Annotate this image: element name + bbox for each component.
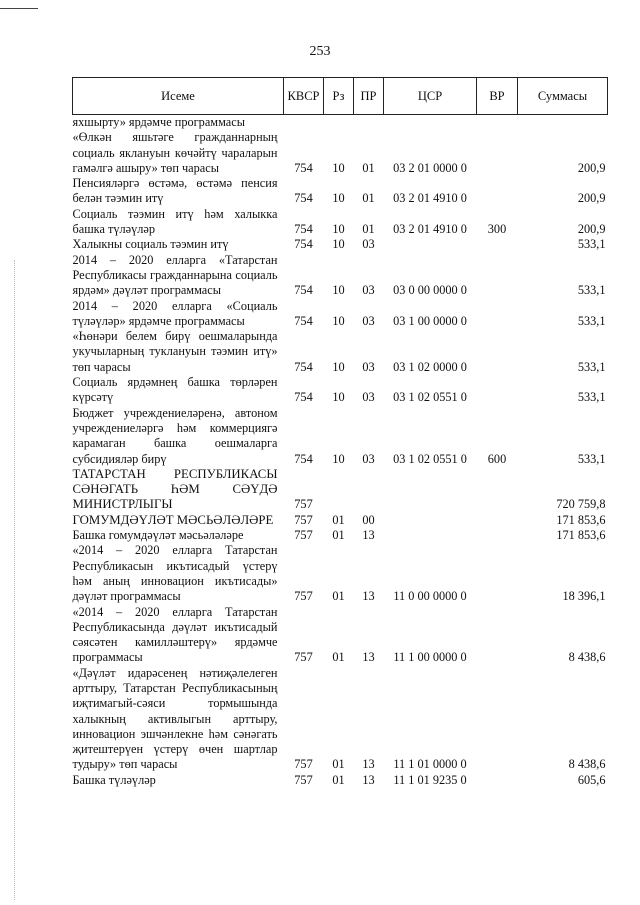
cell-rz: 10 — [332, 313, 345, 328]
cell-rz — [324, 467, 354, 513]
cell-sum: 200,9 — [577, 160, 606, 175]
cell-vr — [477, 237, 518, 252]
cell-pr: 03 — [362, 390, 375, 405]
cell-kvsr: 757 — [294, 528, 313, 543]
cell-sum: 8 438,6 — [568, 757, 606, 772]
cell-csr — [384, 467, 477, 513]
cell-csr — [384, 237, 477, 252]
cell-csr: 03 1 02 0551 0 — [393, 390, 467, 405]
cell-csr — [384, 528, 477, 543]
table-row — [73, 375, 608, 406]
cell-pr: 00 — [362, 512, 375, 527]
cell-rz: 10 — [332, 160, 345, 175]
cell-sum: 8 438,6 — [568, 650, 606, 665]
cell-csr: 03 0 00 0000 0 — [393, 283, 467, 298]
cell-sum: 171 853,6 — [556, 512, 606, 527]
cell-rz: 01 — [332, 757, 345, 772]
header-kvsr: КВСР — [284, 78, 324, 115]
cell-rz: 10 — [332, 191, 345, 206]
cell-name: Социаль тәэмин итү һәм халыкка башка түләүләр — [72, 206, 278, 237]
cell-pr: 13 — [362, 589, 375, 604]
corner-line — [0, 8, 38, 9]
cell-pr — [354, 467, 384, 513]
table-body — [73, 115, 608, 789]
cell-rz: 01 — [332, 512, 345, 527]
cell-rz — [324, 115, 354, 131]
table-header-row — [73, 78, 608, 115]
cell-name: ТАТАРСТАН РЕСПУБЛИКАСЫ СӘНӘГАТЬ ҺӘМ СӘҮДӘ МИНИСТРЛЫГЫ — [72, 466, 278, 512]
cell-kvsr: 754 — [294, 283, 313, 298]
cell-kvsr: 754 — [294, 313, 313, 328]
table-row — [73, 605, 608, 666]
cell-kvsr: 754 — [294, 390, 313, 405]
cell-sum: 533,1 — [577, 451, 606, 466]
cell-vr — [477, 176, 518, 207]
cell-vr — [477, 115, 518, 131]
cell-name: «2014 – 2020 елларга Татарстан Республикасында дәүләт икътисадый сәясәтен камилләштерү» ярдәмче программасы — [72, 604, 278, 665]
cell-vr — [477, 543, 518, 604]
table-row — [73, 253, 608, 299]
cell-name: «Һөнәри белем бирү оешмаларында укучыларның туклануын тәэмин итү» төп чарасы — [72, 329, 278, 374]
table-row — [73, 176, 608, 207]
header-vr: ВР — [477, 78, 518, 115]
cell-csr: 03 2 01 4910 0 — [393, 222, 467, 237]
scan-edge-marks — [14, 260, 16, 900]
cell-vr: 600 — [487, 451, 507, 466]
cell-kvsr: 754 — [294, 191, 313, 206]
cell-sum: 18 396,1 — [562, 589, 606, 604]
table-row — [73, 513, 608, 528]
table-row — [73, 773, 608, 788]
table-row — [73, 299, 608, 330]
cell-rz: 10 — [332, 359, 345, 374]
cell-rz: 01 — [332, 772, 345, 787]
budget-table — [72, 77, 608, 788]
cell-name: Халыкны социаль тәэмин итү — [72, 237, 229, 252]
cell-pr: 13 — [362, 772, 375, 787]
cell-kvsr: 757 — [294, 650, 313, 665]
table-row — [73, 543, 608, 604]
cell-vr: 300 — [487, 222, 507, 237]
cell-rz: 10 — [332, 451, 345, 466]
cell-vr — [477, 773, 518, 788]
cell-rz: 10 — [332, 283, 345, 298]
cell-name: Социаль ярдәмнең башка төрләрен күрсәтү — [72, 375, 278, 405]
cell-pr — [354, 115, 384, 131]
cell-kvsr: 754 — [294, 237, 313, 252]
cell-name: «2014 – 2020 елларга Татарстан Республикасын икътисадый үстерү һәм аның инновацион икътисады» дәүләт программасы — [72, 543, 278, 604]
cell-sum: 533,1 — [577, 359, 606, 374]
cell-name: ГОМУМДӘҮЛӘТ МӘСЬӘЛӘЛӘРЕ — [72, 512, 274, 527]
table-row — [73, 207, 608, 238]
cell-kvsr — [284, 115, 324, 131]
cell-kvsr: 757 — [294, 589, 313, 604]
cell-vr — [477, 253, 518, 299]
budget-table-container — [72, 77, 607, 788]
cell-pr: 13 — [362, 757, 375, 772]
cell-name: Башка түләүләр — [72, 772, 156, 787]
table-row — [73, 130, 608, 176]
cell-csr — [384, 513, 477, 528]
header-name: Исеме — [73, 78, 284, 115]
table-row — [73, 329, 608, 375]
cell-rz: 10 — [332, 390, 345, 405]
header-rz: Рз — [324, 78, 354, 115]
table-row — [73, 666, 608, 773]
cell-sum: 171 853,6 — [556, 528, 606, 543]
cell-rz: 10 — [332, 237, 345, 252]
cell-csr: 11 0 00 0000 0 — [393, 589, 467, 604]
cell-kvsr: 754 — [294, 451, 313, 466]
cell-vr — [477, 329, 518, 375]
cell-csr: 03 2 01 0000 0 — [393, 160, 467, 175]
cell-kvsr: 754 — [294, 359, 313, 374]
cell-sum — [518, 115, 608, 131]
cell-pr: 01 — [362, 222, 375, 237]
cell-pr: 03 — [362, 451, 375, 466]
cell-csr: 11 1 01 0000 0 — [393, 757, 467, 772]
cell-vr — [477, 513, 518, 528]
cell-name: «Дәүләт идарәсенең нәтиҗәлелеген арттыру, Татарстан Республикасының иҗтимагый-сәяси тормышында халыкның активлыгын арттыру, инновацион эшчәнлекне һәм сәнәгать җитештерүен үстерү өчен шартлар тудыру» төп чарасы — [72, 665, 278, 772]
cell-csr: 03 1 02 0000 0 — [393, 359, 467, 374]
cell-csr — [384, 115, 477, 131]
table-row — [73, 115, 608, 131]
cell-sum: 533,1 — [577, 390, 606, 405]
cell-pr: 13 — [362, 528, 375, 543]
page-number: 253 — [309, 44, 331, 59]
table-row — [73, 406, 608, 467]
cell-pr: 03 — [362, 359, 375, 374]
cell-name: 2014 – 2020 елларга «Татарстан Республикасы гражданнарына социаль ярдәм» дәүләт программасы — [72, 252, 278, 298]
cell-pr: 03 — [362, 237, 375, 252]
cell-sum: 533,1 — [577, 283, 606, 298]
cell-name: Бюджет учреждениеләренә, автоном учреждениеләргә һәм коммерциягә карамаган башка оешмаларга субсидияләр бирү — [72, 405, 278, 466]
cell-kvsr: 757 — [294, 512, 313, 527]
cell-kvsr: 754 — [294, 160, 313, 175]
cell-kvsr: 757 — [294, 772, 313, 787]
cell-vr — [477, 130, 518, 176]
cell-csr: 03 1 00 0000 0 — [393, 313, 467, 328]
cell-pr: 03 — [362, 283, 375, 298]
table-row — [73, 467, 608, 513]
cell-csr: 11 1 00 0000 0 — [393, 650, 467, 665]
cell-sum: 200,9 — [577, 222, 606, 237]
cell-kvsr: 757 — [294, 757, 313, 772]
cell-name: Башка гомумдәүләт мәсьәләләре — [72, 528, 244, 543]
cell-kvsr: 754 — [294, 222, 313, 237]
cell-name: яхшырту» ярдәмче программасы — [72, 115, 245, 129]
cell-sum: 200,9 — [577, 191, 606, 206]
cell-vr — [477, 467, 518, 513]
cell-sum: 533,1 — [577, 237, 606, 252]
cell-name: 2014 – 2020 елларга «Социаль түләүләр» ярдәмче программасы — [72, 298, 278, 328]
cell-rz: 10 — [332, 222, 345, 237]
cell-pr: 01 — [362, 160, 375, 175]
header-pr: ПР — [354, 78, 384, 115]
cell-sum: 605,6 — [577, 772, 606, 787]
cell-rz: 01 — [332, 650, 345, 665]
header-csr: ЦСР — [384, 78, 477, 115]
cell-vr — [477, 299, 518, 330]
cell-name: Пенсияләргә өстәмә, өстәмә пенсия белән тәэмин итү — [72, 176, 278, 206]
header-sum: Суммасы — [518, 78, 608, 115]
cell-kvsr: 757 — [294, 497, 313, 512]
cell-csr: 11 1 01 9235 0 — [393, 772, 467, 787]
table-row — [73, 237, 608, 252]
cell-sum: 533,1 — [577, 313, 606, 328]
cell-vr — [477, 375, 518, 406]
table-row — [73, 528, 608, 543]
cell-sum: 720 759,8 — [556, 497, 606, 512]
cell-csr: 03 2 01 4910 0 — [393, 191, 467, 206]
cell-rz: 01 — [332, 528, 345, 543]
cell-pr: 01 — [362, 191, 375, 206]
cell-vr — [477, 666, 518, 773]
cell-csr: 03 1 02 0551 0 — [393, 451, 467, 466]
cell-pr: 13 — [362, 650, 375, 665]
cell-pr: 03 — [362, 313, 375, 328]
cell-name: «Өлкән яшьтәге гражданнарның социаль яклануын көчәйтү чараларын гамәлгә ашыру» төп чарасы — [72, 130, 278, 175]
cell-vr — [477, 605, 518, 666]
cell-vr — [477, 528, 518, 543]
cell-rz: 01 — [332, 589, 345, 604]
